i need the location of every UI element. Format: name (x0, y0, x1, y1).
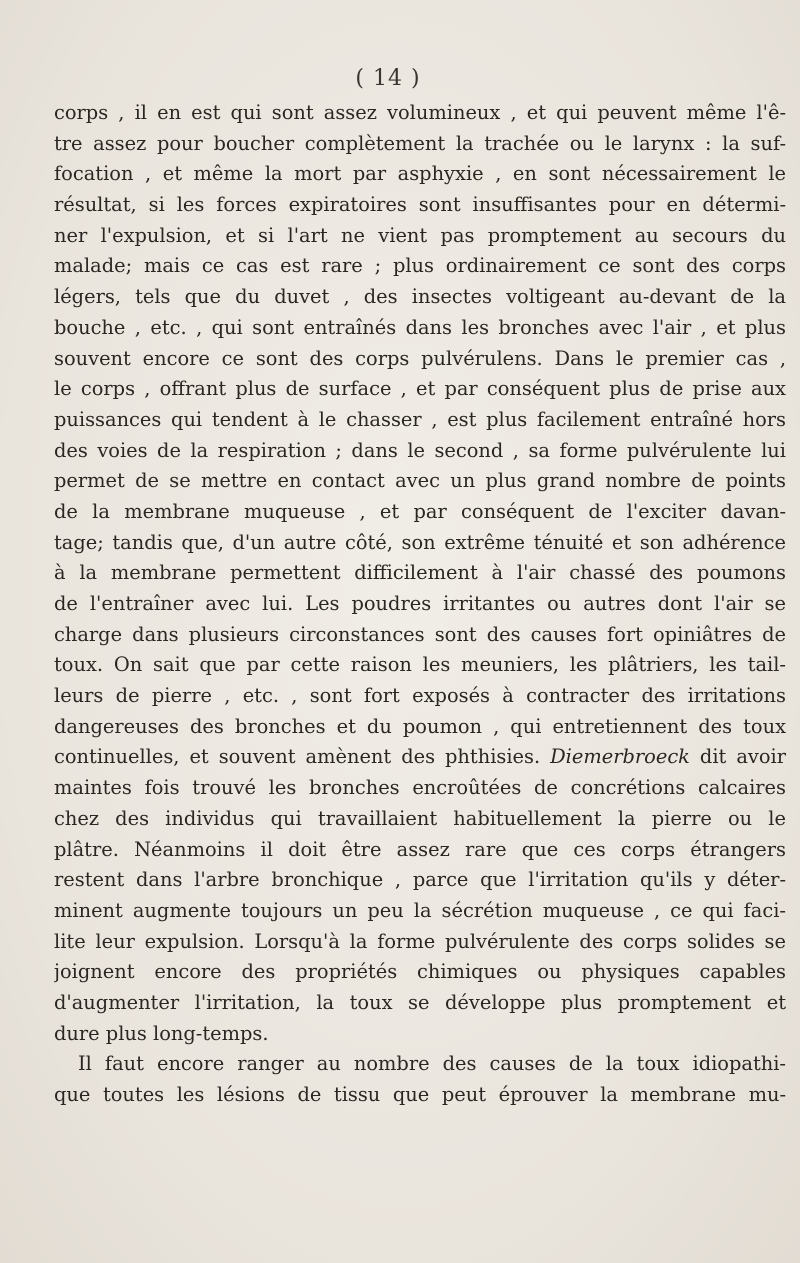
text-line: légers, tels que du duvet , des insectes voltigeant au-devant de la (54, 285, 786, 309)
text-line: leurs de pierre , etc. , sont fort exposés à contracter des irritations (54, 684, 786, 708)
text-line: de l'entraîner avec lui. Les poudres irritantes ou autres dont l'air se (54, 592, 786, 615)
text-line: dangereuses des bronches et du poumon , qui entretiennent des toux (54, 714, 786, 738)
text-line: restent dans l'arbre bronchique , parce que l'irritation qu'ils y déter- (54, 868, 786, 892)
text-line: que toutes les lésions de tissu que peut éprouver la membrane mu- (54, 1083, 786, 1106)
text-line: tre assez pour boucher complètement la trachée ou le larynx : la suf- (54, 131, 786, 155)
text-line: charge dans plusieurs circonstances sont des causes fort opiniâtres de (54, 622, 786, 646)
text-line: maintes fois trouvé les bronches encroûtées de concrétions calcaires (54, 776, 786, 800)
text-line: minent augmente toujours un peu la sécrétion muqueuse , ce qui faci- (54, 898, 786, 922)
text-line: toux. On sait que par cette raison les meuniers, les plâtriers, les tail- (54, 653, 786, 677)
text-line-with-citation (54, 742, 786, 773)
body-text (54, 98, 786, 1111)
text-line: ner l'expulsion, et si l'art ne vient pas promptement au secours du (54, 223, 786, 247)
author-name: Diemerbroeck (550, 745, 690, 769)
text-line: puissances qui tendent à le chasser , est plus facilement entraîné hors (54, 407, 786, 431)
text-line: de la membrane muqueuse , et par conséquent de l'exciter davan- (54, 499, 786, 523)
text-line: corps , il en est qui sont assez volumineux , et qui peuvent même l'ê- (54, 101, 786, 124)
text-line: focation , et même la mort par asphyxie , en sont nécessairement le (54, 162, 786, 186)
text-line: lite leur expulsion. Lorsqu'à la forme pulvérulente des corps solides se (54, 929, 786, 953)
paragraph-end-line: dure plus long-temps. (54, 1021, 269, 1045)
text-line: le corps , offrant plus de surface , et par conséquent plus de prise aux (54, 377, 786, 401)
text-line: permet de se mettre en contact avec un plus grand nombre de points (54, 469, 786, 493)
text-line: joignent encore des propriétés chimiques ou physiques capables (54, 960, 786, 984)
text-segment: continuelles, et souvent amènent des phthisies. (54, 745, 551, 769)
page-number: ( 14 ) (355, 66, 421, 91)
paragraph-start-line: Il faut encore ranger au nombre des causes de la toux idiopathi- (78, 1052, 786, 1076)
text-line: des voies de la respiration ; dans le second , sa forme pulvérulente lui (54, 438, 786, 462)
text-line: résultat, si les forces expiratoires sont insuffisantes pour en détermi- (54, 193, 786, 217)
text-line: bouche , etc. , qui sont entraînés dans les bronches avec l'air , et plus (54, 315, 786, 339)
text-line: plâtre. Néanmoins il doit être assez rare que ces corps étrangers (54, 837, 786, 861)
text-line: malade; mais ce cas est rare ; plus ordinairement ce sont des corps (54, 254, 786, 278)
text-line: d'augmenter l'irritation, la toux se développe plus promptement et (54, 990, 786, 1014)
text-line: à la membrane permettent difficilement à l'air chassé des poumons (54, 561, 786, 585)
text-line: tage; tandis que, d'un autre côté, son extrême ténuité et son adhérence (54, 530, 786, 554)
text-segment: dit avoir (689, 745, 786, 769)
text-line: souvent encore ce sont des corps pulvérulens. Dans le premier cas , (54, 346, 786, 370)
text-line: chez des individus qui travaillaient habituellement la pierre ou le (54, 806, 786, 830)
